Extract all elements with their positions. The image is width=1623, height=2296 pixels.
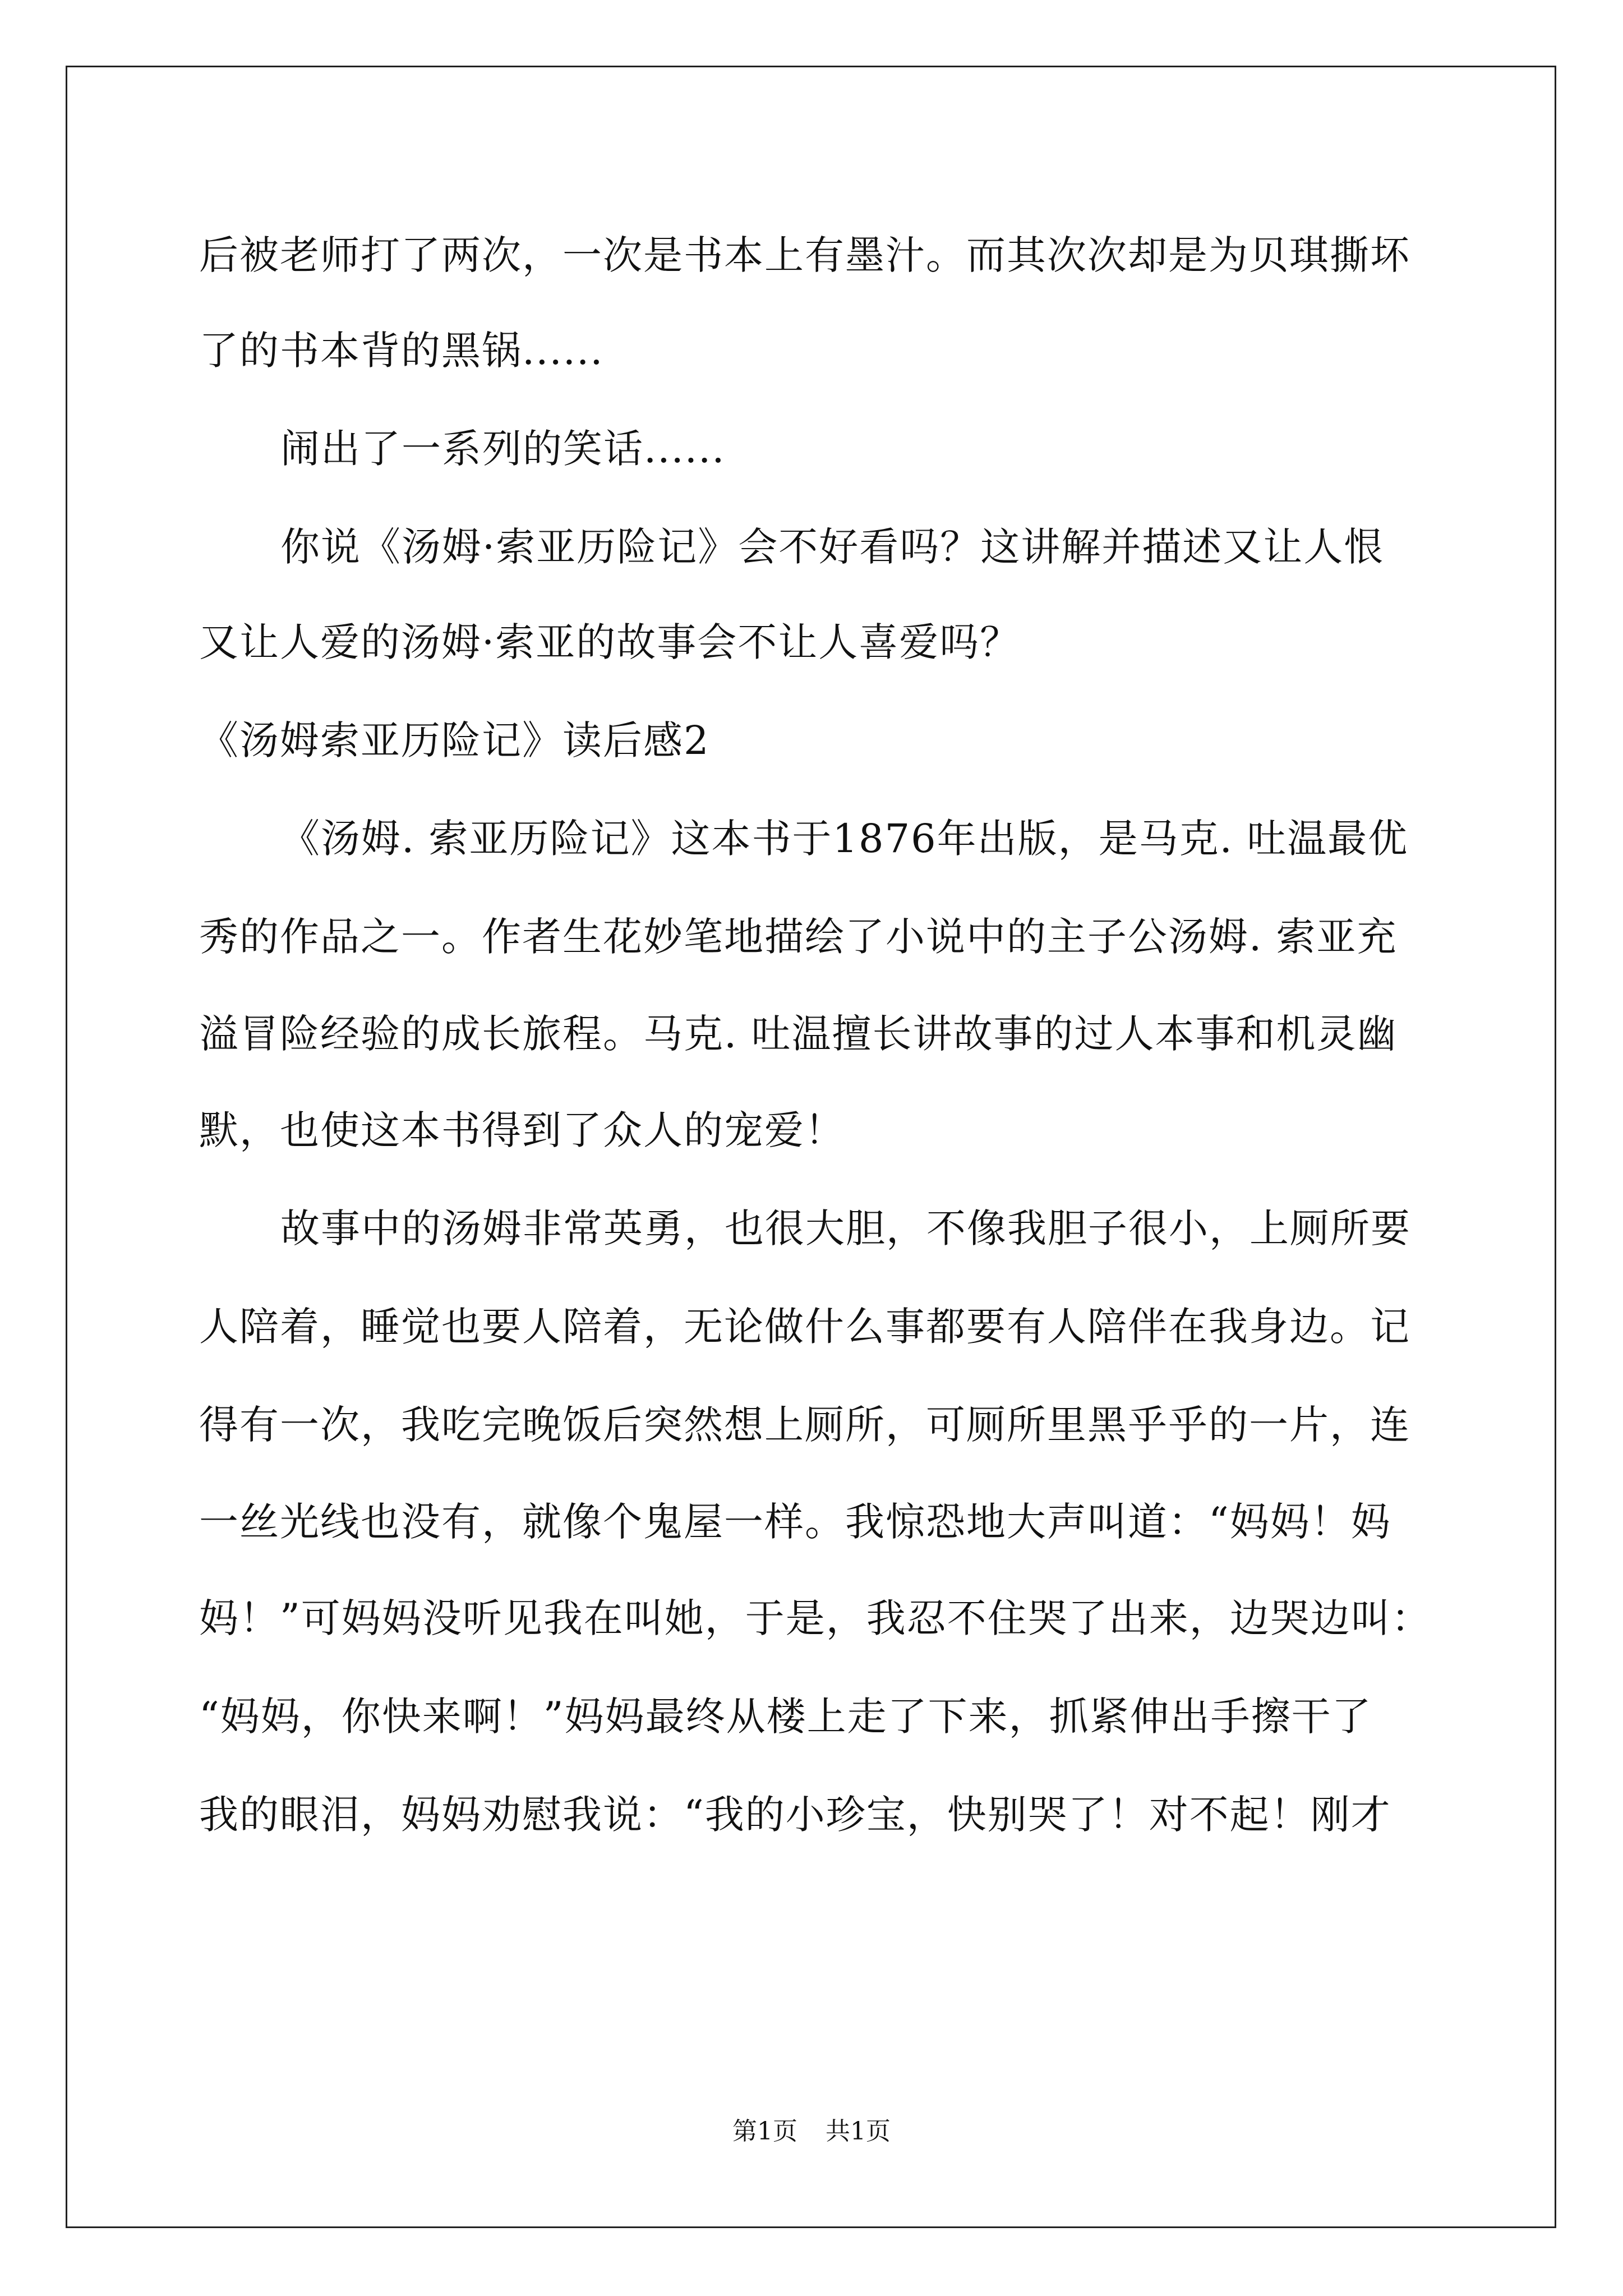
paragraph-line: 秀的作品之一。作者生花妙笔地描绘了小说中的主子公汤姆. 索亚充 [199, 914, 1398, 960]
paragraph-line: 你说《汤姆·索亚历险记》会不好看吗？这讲解并描述又让人恨 [280, 524, 1385, 570]
page-total: 共1页 [826, 2117, 891, 2146]
paragraph-line: 又让人爱的汤姆·索亚的故事会不让人喜爱吗？ [199, 619, 1021, 665]
paragraph-line: 闹出了一系列的笑话...... [280, 426, 726, 472]
paragraph-line: 妈！”可妈妈没听见我在叫她，于是，我忍不住哭了出来，边哭边叫： [199, 1595, 1432, 1641]
paragraph-line: 溢冒险经验的成长旅程。马克. 吐温擅长讲故事的过人本事和机灵幽 [199, 1011, 1398, 1057]
paragraph-line: 后被老师打了两次，一次是书本上有墨汁。而其次次却是为贝琪撕坏 [199, 232, 1410, 278]
paragraph-line: “妈妈，你快来啊！”妈妈最终从楼上走了下来，抓紧伸出手擦干了 [199, 1694, 1372, 1740]
page-number: 第1页 [732, 2117, 797, 2146]
paragraph-line: 我的眼泪，妈妈劝慰我说：“我的小珍宝，快别哭了！对不起！刚才 [199, 1792, 1391, 1838]
paragraph-line: 一丝光线也没有，就像个鬼屋一样。我惊恐地大声叫道：“妈妈！妈 [199, 1499, 1391, 1545]
paragraph-line: 默，也使这本书得到了众人的宠爱！ [199, 1107, 845, 1153]
paragraph-line: 了的书本背的黑锅...... [199, 328, 604, 374]
paragraph-line: 得有一次，我吃完晚饭后突然想上厕所，可厕所里黑乎乎的一片，连 [199, 1402, 1410, 1448]
page-footer [0, 2115, 1623, 2148]
paragraph-line: 故事中的汤姆非常英勇，也很大胆，不像我胆子很小，上厕所要 [280, 1205, 1411, 1251]
paragraph-line: 《汤姆. 索亚历险记》这本书于1876年出版，是马克. 吐温最优 [280, 816, 1409, 862]
section-heading: 《汤姆索亚历险记》读后感2 [199, 717, 710, 763]
paragraph-line: 人陪着，睡觉也要人陪着，无论做什么事都要有人陪伴在我身边。记 [199, 1304, 1410, 1350]
